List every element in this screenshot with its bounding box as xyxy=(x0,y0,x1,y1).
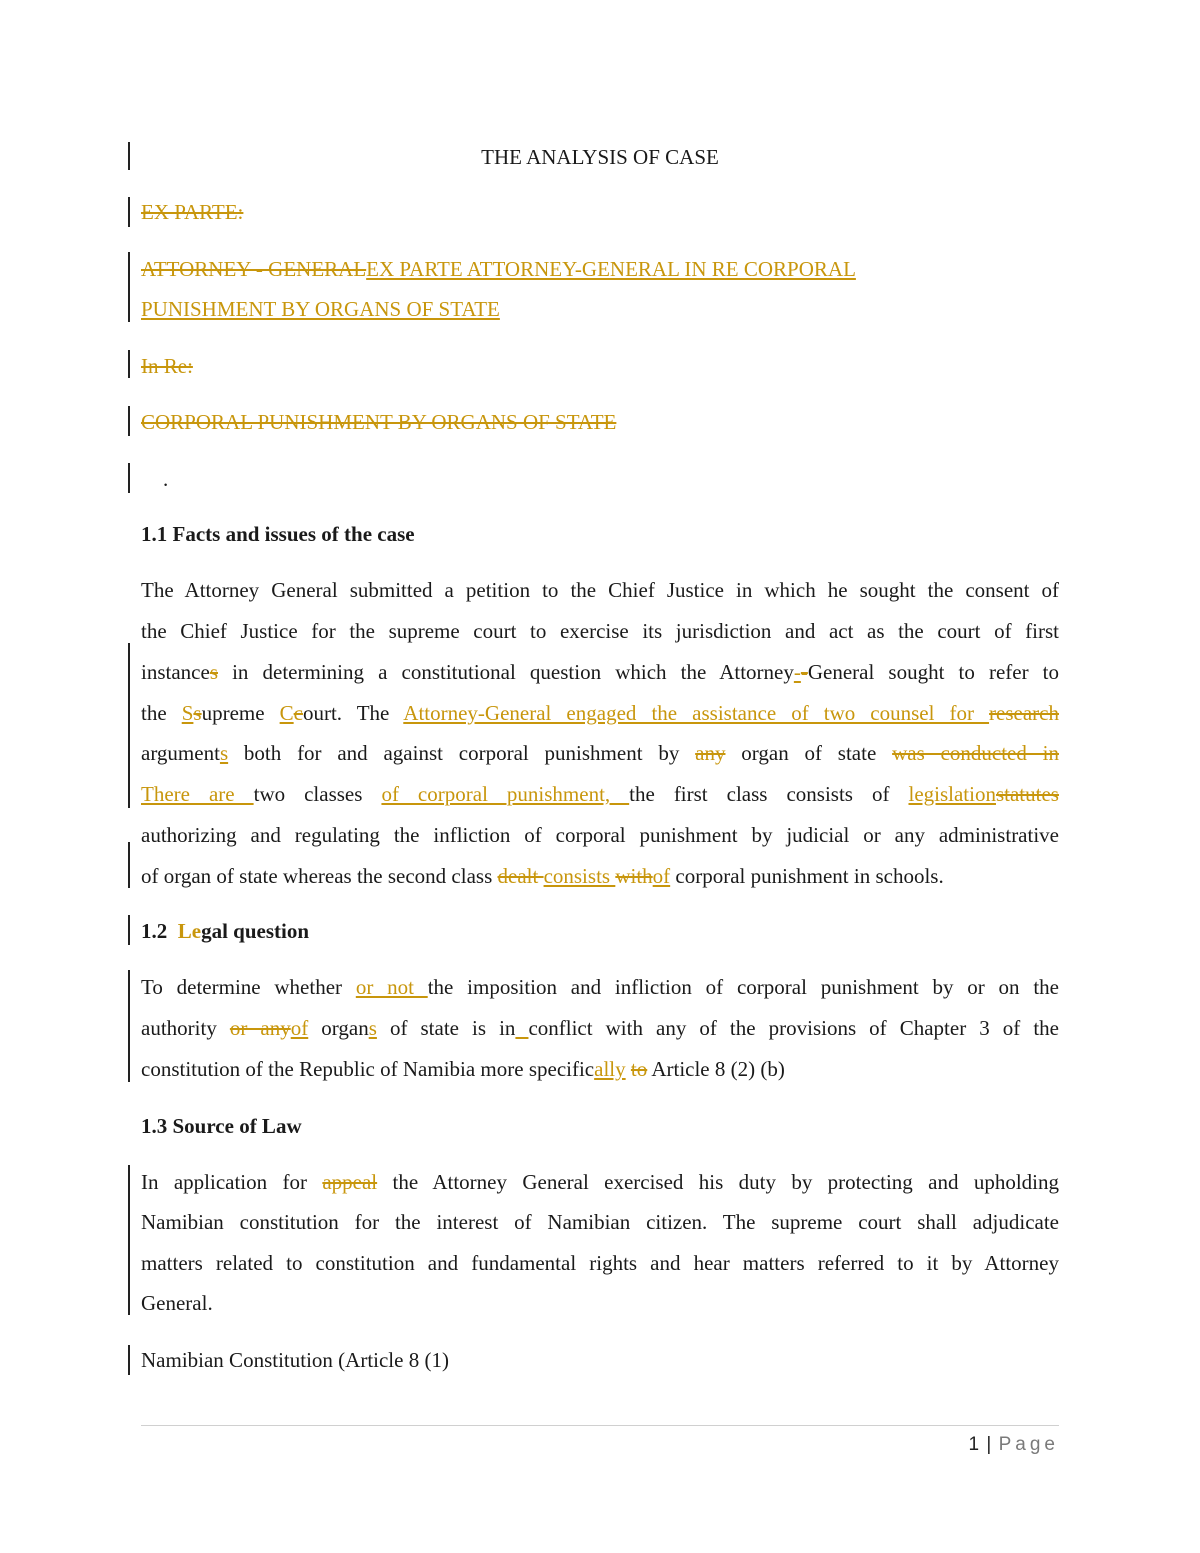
section-1-3-heading: 1.3 Source of Law xyxy=(141,1114,302,1138)
change-bar xyxy=(128,643,130,808)
page-footer xyxy=(969,1434,1059,1456)
inserted-text: legislation xyxy=(908,782,996,806)
deleted-text: research xyxy=(989,701,1059,725)
inserted-text: PUNISHMENT BY ORGANS OF STATE xyxy=(141,297,500,321)
inserted-text: There are xyxy=(141,782,254,806)
footer-separator: | xyxy=(986,1434,993,1455)
inserted-text: ally xyxy=(594,1057,626,1081)
change-bar xyxy=(128,350,130,378)
deleted-text: any xyxy=(695,741,726,765)
page-label: Page xyxy=(998,1434,1059,1455)
inserted-text: of xyxy=(652,864,671,888)
text-run: General sought to refer to xyxy=(807,660,1059,684)
inserted-text: or not xyxy=(355,975,428,999)
text-run: To determine whether xyxy=(141,975,356,999)
deleted-text: s xyxy=(193,701,202,725)
paragraph-line: matters related to constitution and fundamental rights and hear matters referred to it by Attorney xyxy=(141,1251,1059,1275)
text-run: of state is in xyxy=(376,1016,516,1040)
change-bar xyxy=(128,915,130,945)
text-run: conflict with any of the provisions of Chapter 3 of the xyxy=(528,1016,1059,1040)
paragraph-line xyxy=(141,782,1059,806)
paragraph-line: The Attorney General submitted a petition to the Chief Justice in which he sought the consent of xyxy=(141,578,1059,602)
inserted-text: EX PARTE ATTORNEY-GENERAL IN RE CORPORAL xyxy=(366,257,856,281)
section-1-1-heading: 1.1 Facts and issues of the case xyxy=(141,522,415,546)
text-run: constitution of the Republic of Namibia more specific xyxy=(141,1057,595,1081)
text-run: the first class consists of xyxy=(629,782,909,806)
text-run: argument xyxy=(141,741,220,765)
inserted-text: - xyxy=(793,660,801,684)
inserted-text: s xyxy=(368,1016,377,1040)
inserted-text: S xyxy=(181,701,194,725)
change-bar xyxy=(128,252,130,322)
change-bar xyxy=(128,406,130,436)
paragraph-line xyxy=(141,1057,785,1081)
page-number: 1 xyxy=(968,1434,981,1455)
paragraph-line xyxy=(141,864,944,888)
text-run: two classes xyxy=(253,782,382,806)
paragraph-line xyxy=(141,741,1059,765)
inserted-text xyxy=(515,1016,528,1040)
text-run: in determining a constitutional question which the Attorney xyxy=(218,660,794,684)
text-run: both for and against corporal punishment by xyxy=(228,741,696,765)
paragraph-line: General. xyxy=(141,1291,213,1315)
paragraph-line: authorizing and regulating the infliction of corporal punishment by judicial or any administrative xyxy=(141,823,1059,847)
paragraph-line: the Chief Justice for the supreme court to exercise its jurisdiction and act as the court of first xyxy=(141,619,1059,643)
section-1-2-heading xyxy=(141,919,309,943)
text-run: gal question xyxy=(201,919,310,943)
change-bar xyxy=(128,970,130,1082)
text-run: organ xyxy=(308,1016,369,1040)
corporal-line xyxy=(141,410,616,434)
change-bar xyxy=(128,1345,130,1375)
in-re-line xyxy=(141,354,193,378)
deleted-text: c xyxy=(293,701,303,725)
change-bar xyxy=(128,197,130,227)
deleted-text: - xyxy=(800,660,808,684)
paragraph-line xyxy=(141,1170,1059,1194)
deleted-text: ATTORNEY - GENERAL xyxy=(141,257,367,281)
deleted-text: CORPORAL PUNISHMENT BY ORGANS OF STATE xyxy=(141,410,617,434)
text-run: instance xyxy=(141,660,210,684)
deleted-text: statutes xyxy=(995,782,1059,806)
deleted-text: EX PARTE: xyxy=(141,200,244,224)
paragraph-line xyxy=(141,701,1059,725)
inserted-text: Le xyxy=(177,919,202,943)
inserted-text: Attorney-General engaged the assistance of two counsel for xyxy=(403,701,990,725)
deleted-text: or any xyxy=(229,1016,291,1040)
dot-line: . xyxy=(163,467,169,491)
deleted-text: appeal xyxy=(322,1170,378,1194)
paragraph-line: Namibian constitution for the interest of Namibian citizen. The supreme court shall adjudicate xyxy=(141,1210,1059,1234)
paragraph-line xyxy=(141,1016,1059,1040)
inserted-text: consists xyxy=(543,864,616,888)
deleted-text: In Re: xyxy=(141,354,193,378)
deleted-text: to xyxy=(630,1057,648,1081)
text-run: 1.2 xyxy=(141,919,178,943)
change-bar xyxy=(128,842,130,888)
text-run: organ of state xyxy=(725,741,893,765)
case-name-line-2 xyxy=(141,297,500,321)
inserted-text: s xyxy=(219,741,229,765)
text-run: Article 8 (2) (b) xyxy=(647,1057,785,1081)
text-run: corporal punishment in schools. xyxy=(670,864,944,888)
change-bar xyxy=(128,1165,130,1315)
document-title: THE ANALYSIS OF CASE xyxy=(481,145,719,169)
deleted-text: dealt xyxy=(497,864,544,888)
paragraph-line xyxy=(141,975,1059,999)
ex-parte-line xyxy=(141,200,243,224)
change-bar xyxy=(128,463,130,493)
text-run: In application for xyxy=(141,1170,323,1194)
text-run: upreme xyxy=(201,701,280,725)
deleted-text: was conducted in xyxy=(892,741,1059,765)
text-run: the imposition and infliction of corporal punishment by or on the xyxy=(427,975,1059,999)
text-run: of organ of state whereas the second class xyxy=(141,864,498,888)
constitution-reference: Namibian Constitution (Article 8 (1) xyxy=(141,1348,449,1372)
deleted-text: s xyxy=(209,660,218,684)
text-run: ourt. The xyxy=(302,701,404,725)
inserted-text: C xyxy=(279,701,294,725)
text-run: authority xyxy=(141,1016,230,1040)
text-run: the xyxy=(141,701,182,725)
inserted-text: of xyxy=(290,1016,309,1040)
text-run: the Attorney General exercised his duty by protecting and upholding xyxy=(377,1170,1060,1194)
deleted-text: with xyxy=(615,864,653,888)
case-name-line-1 xyxy=(141,257,856,281)
inserted-text: of corporal punishment, xyxy=(381,782,630,806)
paragraph-line xyxy=(141,660,1059,684)
footer-rule xyxy=(141,1425,1059,1426)
